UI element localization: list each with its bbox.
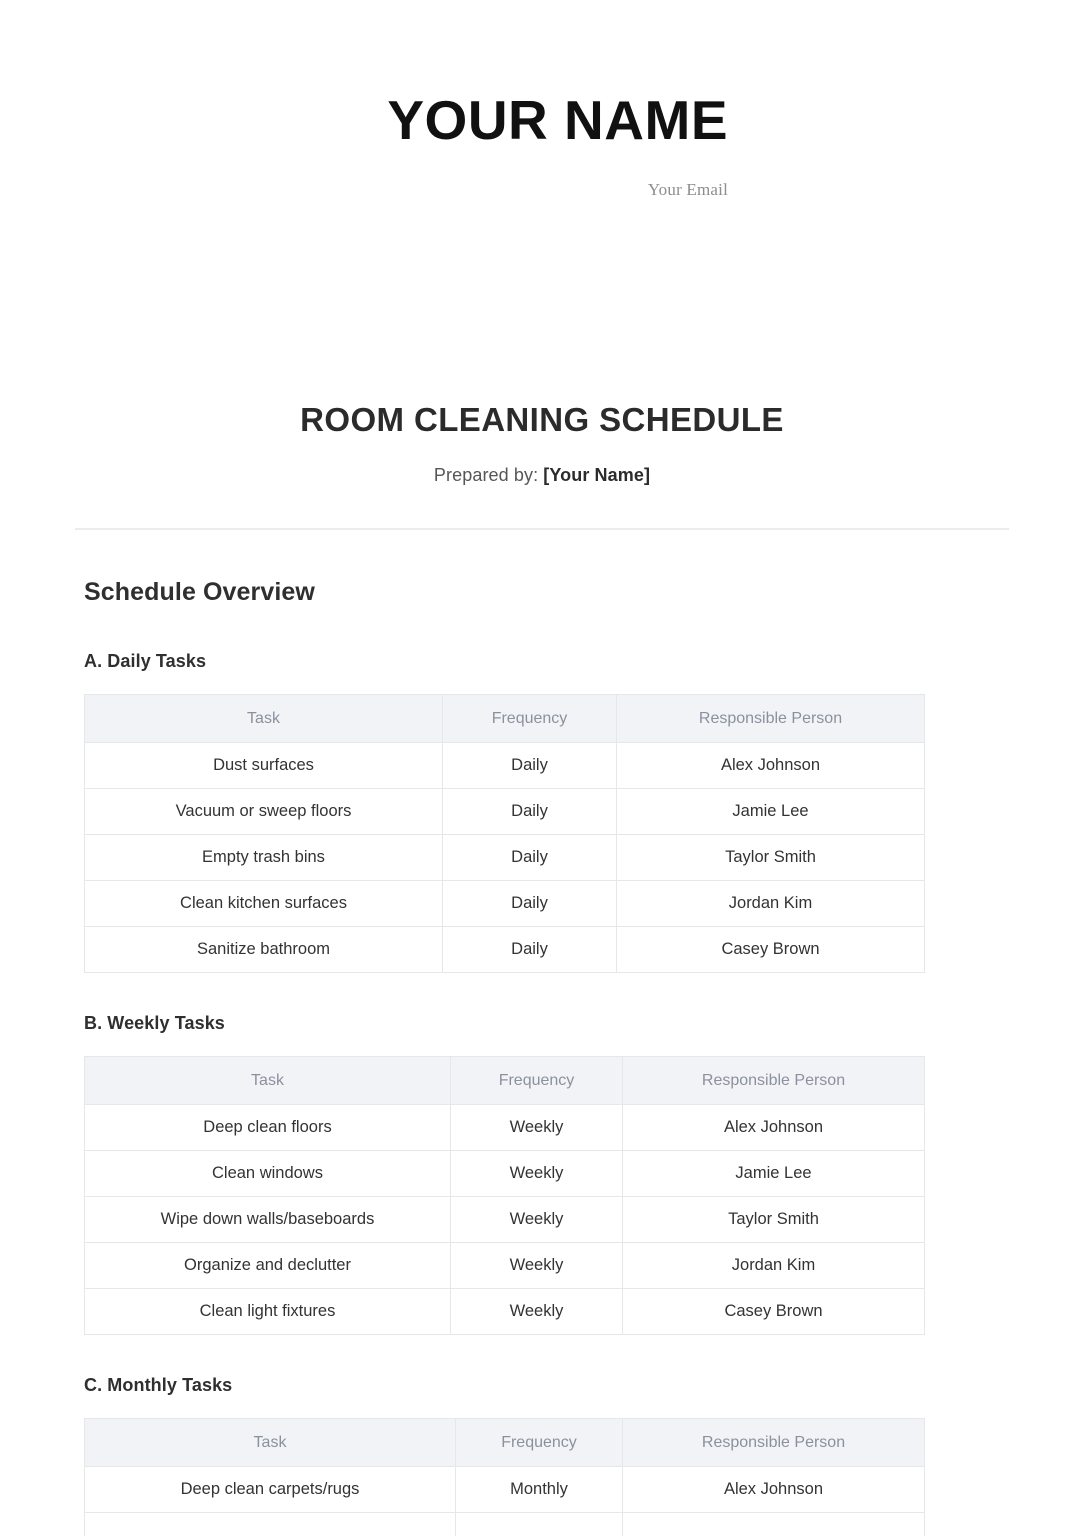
sections-host (84, 651, 1000, 1536)
table-row (85, 1151, 925, 1197)
table-header-row (85, 1419, 925, 1467)
cell-responsible: Alex Johnson (617, 743, 925, 789)
cell-frequency: Weekly (451, 1105, 623, 1151)
cell-frequency (456, 1513, 623, 1536)
table-row (85, 927, 925, 973)
prepared-by-label: Prepared by: (433, 465, 539, 486)
brand-name: YOUR NAME (387, 89, 728, 151)
cell-frequency: Daily (443, 743, 617, 789)
cell-task: Wipe down walls/baseboards (85, 1197, 451, 1243)
cell-frequency: Daily (443, 881, 617, 927)
cell-responsible (623, 1513, 925, 1536)
cell-responsible: Alex Johnson (623, 1105, 925, 1151)
prepared-by (0, 465, 1084, 486)
cell-responsible: Jordan Kim (617, 881, 925, 927)
section-heading-1: A. Daily Tasks (84, 651, 207, 672)
table-row (85, 1289, 925, 1335)
table-row (85, 743, 925, 789)
cell-task (85, 1513, 456, 1536)
cell-responsible: Jordan Kim (623, 1243, 925, 1289)
cell-task: Clean windows (85, 1151, 451, 1197)
cell-frequency: Weekly (451, 1289, 623, 1335)
page-title: ROOM CLEANING SCHEDULE (300, 400, 784, 438)
table-row (85, 835, 925, 881)
letterhead (0, 0, 1084, 200)
cell-frequency: Weekly (451, 1243, 623, 1289)
brand-email: Your Email (647, 179, 728, 199)
cell-frequency: Weekly (451, 1151, 623, 1197)
cell-task: Deep clean carpets/rugs (85, 1467, 456, 1513)
cell-frequency: Daily (443, 927, 617, 973)
header-divider (75, 528, 1009, 530)
cell-frequency: Monthly (456, 1467, 623, 1513)
cell-task: Dust surfaces (85, 743, 443, 789)
document-title-block (0, 400, 1084, 487)
column-header-responsible: Responsible Person (623, 1057, 925, 1105)
cell-frequency: Weekly (451, 1197, 623, 1243)
column-header-frequency: Frequency (443, 695, 617, 743)
column-header-frequency: Frequency (451, 1057, 623, 1105)
cell-responsible: Alex Johnson (623, 1467, 925, 1513)
letterhead-inner (356, 89, 728, 200)
prepared-by-value: [Your Name] (543, 465, 651, 486)
table-row (85, 1197, 925, 1243)
column-header-frequency: Frequency (456, 1419, 623, 1467)
cell-task: Organize and declutter (85, 1243, 451, 1289)
column-header-responsible: Responsible Person (623, 1419, 925, 1467)
schedule-table (84, 1056, 925, 1335)
column-header-task: Task (85, 1057, 451, 1105)
table-row (85, 789, 925, 835)
cell-task: Clean kitchen surfaces (85, 881, 443, 927)
cell-task: Empty trash bins (85, 835, 443, 881)
schedule-table (84, 1418, 925, 1536)
schedule-table (84, 694, 925, 973)
cell-frequency: Daily (443, 789, 617, 835)
cell-responsible: Casey Brown (617, 927, 925, 973)
table-row (85, 881, 925, 927)
section-heading-3: C. Monthly Tasks (84, 1375, 233, 1396)
table-row (85, 1243, 925, 1289)
cell-task: Deep clean floors (85, 1105, 451, 1151)
document-content (0, 578, 1084, 1536)
table-row (85, 1105, 925, 1151)
schedule-overview-heading: Schedule Overview (84, 578, 315, 607)
table-header-row (85, 1057, 925, 1105)
cell-task: Clean light fixtures (85, 1289, 451, 1335)
table-row (85, 1513, 925, 1536)
table-header-row (85, 695, 925, 743)
column-header-responsible: Responsible Person (617, 695, 925, 743)
cell-task: Sanitize bathroom (85, 927, 443, 973)
cell-responsible: Taylor Smith (617, 835, 925, 881)
cell-responsible: Jamie Lee (617, 789, 925, 835)
table-row (85, 1467, 925, 1513)
cell-responsible: Taylor Smith (623, 1197, 925, 1243)
column-header-task: Task (85, 1419, 456, 1467)
section-heading-2: B. Weekly Tasks (84, 1013, 225, 1034)
cell-frequency: Daily (443, 835, 617, 881)
column-header-task: Task (85, 695, 443, 743)
cell-responsible: Jamie Lee (623, 1151, 925, 1197)
cell-task: Vacuum or sweep floors (85, 789, 443, 835)
cell-responsible: Casey Brown (623, 1289, 925, 1335)
